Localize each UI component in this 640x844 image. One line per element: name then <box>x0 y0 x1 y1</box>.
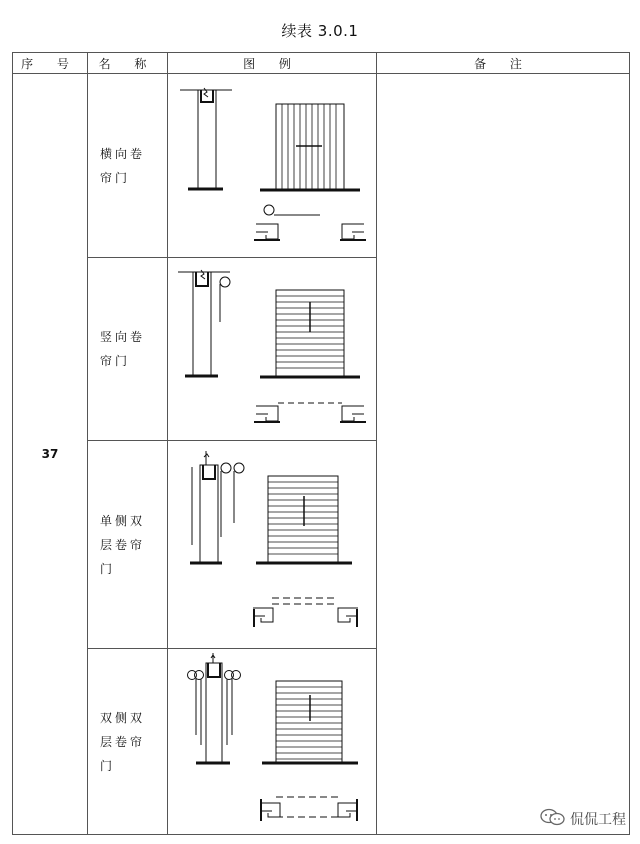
horizontal-roller-door-symbol <box>168 74 377 257</box>
table-row <box>13 74 630 258</box>
table-title: 续表 3.0.1 <box>281 22 359 40</box>
header-row <box>13 53 630 74</box>
watermark <box>540 808 626 830</box>
double-side-double-roller-door-symbol <box>168 649 377 834</box>
header-seq: 序 号 <box>13 53 88 74</box>
watermark-text: 侃侃工程 <box>570 812 626 828</box>
item-name: 竖向卷帘门 <box>88 258 168 441</box>
vertical-roller-door-symbol <box>168 258 377 440</box>
figure-double-side-double-roller-door <box>168 649 377 835</box>
item-name: 单侧双层卷帘门 <box>88 441 168 649</box>
header-note: 备 注 <box>377 53 630 74</box>
figure-vertical-roller-door <box>168 258 377 441</box>
header-name: 名 称 <box>88 53 168 74</box>
row-seq: 37 <box>13 74 88 835</box>
figure-horizontal-roller-door <box>168 74 377 258</box>
legend-table <box>12 52 630 835</box>
note-cell <box>377 74 630 835</box>
wechat-icon <box>540 808 566 830</box>
item-name: 双侧双层卷帘门 <box>88 649 168 835</box>
item-name: 横向卷帘门 <box>88 74 168 258</box>
single-side-double-roller-door-symbol <box>168 441 377 648</box>
figure-single-side-double-roller-door <box>168 441 377 649</box>
header-figure: 图 例 <box>168 53 377 74</box>
